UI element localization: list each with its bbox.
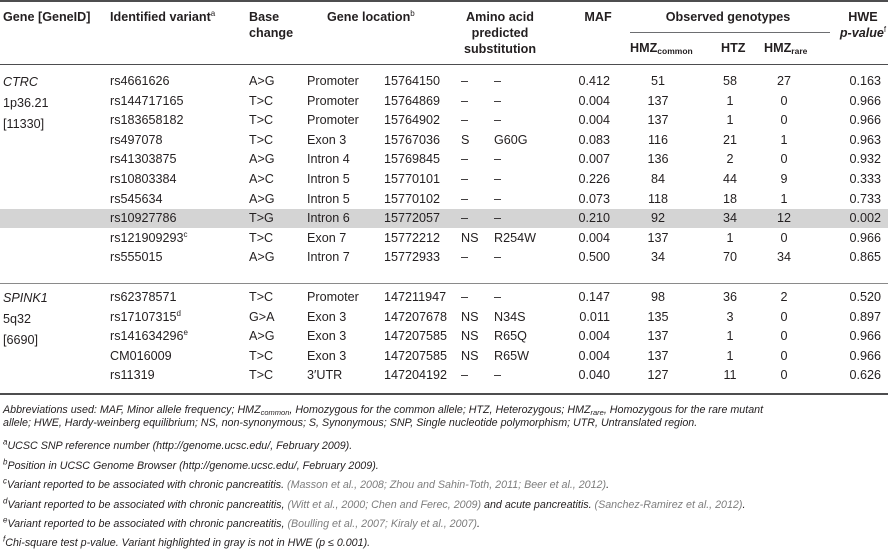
cell-amino-acid: R65Q <box>494 329 527 344</box>
gene-id: [11330] <box>3 117 45 131</box>
cell-region: Promoter <box>307 113 359 128</box>
cell-substitution-type: NS <box>461 309 479 324</box>
header-htz: HTZ <box>721 41 746 55</box>
cell-region: Exon 3 <box>307 329 347 344</box>
cell-amino-acid: – <box>494 74 502 88</box>
cell-variant: rs144717165 <box>110 93 184 108</box>
cell-hmz-rare: 0 <box>780 152 788 167</box>
cell-hmz-common: 137 <box>647 113 669 128</box>
cell-region: Intron 6 <box>307 211 350 226</box>
cell-maf: 0.004 <box>578 348 610 363</box>
cell-variant: rs17107315$^d$ <box>110 308 181 324</box>
cell-position: 147207585 <box>384 348 448 363</box>
cell-region: Exon 3 <box>307 348 347 363</box>
cell-hmz-rare: 1 <box>780 191 788 206</box>
header-hmz-common: $HMZ_{common}$ <box>630 41 693 56</box>
header-gene: Gene [GeneID] <box>3 10 91 24</box>
cell-base-change: G>A <box>249 309 275 324</box>
cell-hmz-common: 137 <box>647 93 669 108</box>
cell-hwe: 0.963 <box>849 132 881 147</box>
cell-htz: 36 <box>722 290 737 304</box>
cell-amino-acid: N34S <box>494 309 526 324</box>
cell-amino-acid: – <box>494 113 502 128</box>
cell-region: Exon 3 <box>307 132 347 147</box>
cell-maf: 0.210 <box>578 211 610 226</box>
cell-hwe: 0.966 <box>849 113 881 128</box>
cell-variant: CM016009 <box>110 348 172 363</box>
header-gene-location: Gene location$^b$ <box>327 8 415 24</box>
cell-hmz-common: 34 <box>650 250 665 265</box>
cell-base-change: A>G <box>249 191 275 206</box>
cell-region: 3′UTR <box>307 368 343 383</box>
cell-base-change: A>G <box>249 250 275 265</box>
cell-substitution-type: – <box>461 172 469 186</box>
cell-htz: 1 <box>726 93 734 108</box>
header-observed-genotypes: Observed genotypes <box>665 10 791 24</box>
cell-hmz-common: 84 <box>650 172 665 186</box>
cell-base-change: T>C <box>249 132 274 147</box>
cell-amino-acid: G60G <box>494 132 528 147</box>
cell-hmz-common: 98 <box>650 290 665 304</box>
table-row <box>0 190 888 209</box>
observed-underline <box>630 32 830 33</box>
cell-maf: 0.083 <box>578 132 610 147</box>
cell-hmz-common: 135 <box>647 309 669 324</box>
cell-hmz-common: 137 <box>647 230 669 245</box>
cell-substitution-type: – <box>461 250 469 265</box>
cell-substitution-type: NS <box>461 230 479 245</box>
cell-hmz-rare: 0 <box>780 309 788 324</box>
cell-region: Promoter <box>307 74 359 88</box>
cell-amino-acid: – <box>494 191 502 206</box>
cell-htz: 11 <box>723 368 737 383</box>
header-hwe: HWE p-value$^f$ <box>839 10 887 40</box>
gene-name: SPINK1 <box>3 291 48 305</box>
cell-variant: rs62378571 <box>110 290 177 304</box>
cell-maf: 0.004 <box>578 329 610 344</box>
cell-htz: 1 <box>726 113 734 128</box>
cell-variant: rs141634296e <box>110 328 188 344</box>
cell-variant: rs545634 <box>110 191 163 206</box>
cell-position: 147211947 <box>384 290 447 304</box>
cell-base-change: A>G <box>249 329 275 344</box>
cell-base-change: T>C <box>249 113 274 128</box>
table-row <box>0 347 888 366</box>
cell-hmz-rare: 0 <box>780 368 788 383</box>
cell-hmz-rare: 34 <box>776 250 791 265</box>
cell-htz: 18 <box>722 191 737 206</box>
cell-htz: 70 <box>722 250 737 265</box>
cell-substitution-type: NS <box>461 329 479 344</box>
cell-amino-acid: – <box>494 368 502 383</box>
cell-hmz-common: 118 <box>647 191 669 206</box>
cell-position: 15770101 <box>384 172 441 186</box>
cell-hmz-rare: 2 <box>780 290 788 304</box>
cell-hwe: 0.966 <box>849 93 881 108</box>
cell-base-change: T>C <box>249 348 274 363</box>
cell-position: 15767036 <box>384 132 441 147</box>
cell-maf: 0.226 <box>578 172 610 186</box>
table-row <box>0 92 888 111</box>
cell-htz: 21 <box>722 132 737 147</box>
table-row <box>0 248 888 267</box>
footnote-c: $^c$Variant reported to be associated with chronic pancreatitis. (Masson et al., 2008; Zhou and Sahin-Toth, 2011; Beer et al., 2012). <box>3 476 610 491</box>
table-row <box>0 209 888 228</box>
cell-hwe: 0.966 <box>849 348 881 363</box>
cell-base-change: T>C <box>249 230 274 245</box>
cell-maf: 0.011 <box>579 309 610 324</box>
footnote-d: $^d$Variant reported to be associated with chronic pancreatitis, (Witt et al., 2000; Chen and Ferec, 2009) and acute pancreatitis. (Sanchez-Ramirez et al., 2012). <box>3 496 746 511</box>
footnote-abbreviations: Abbreviations used: MAF, Minor allele frequency; $HMZ_{common}$, Homozygous for the common allele; HTZ, Heterozygous; $HMZ_{rare}$, Homozygous for the rare mutant allele; HWE, Hardy-weinberg equilibrium; NS, non-synonymous; S, Synonymous; SNP, Single nucleotide polymorphism; UTR, Untranslated region. <box>3 404 764 429</box>
cell-region: Intron 4 <box>307 152 350 167</box>
cell-htz: 58 <box>722 74 737 88</box>
cell-variant: rs183658182 <box>110 113 184 128</box>
cell-position: 15772212 <box>384 230 441 245</box>
header-rule <box>0 64 888 65</box>
cell-amino-acid: R65W <box>494 348 529 363</box>
cell-position: 15772933 <box>384 250 441 265</box>
cell-hmz-rare: 27 <box>776 74 791 88</box>
cell-base-change: T>G <box>249 211 274 226</box>
cell-region: Promoter <box>307 290 359 304</box>
cell-maf: 0.147 <box>578 290 610 304</box>
cell-region: Exon 7 <box>307 230 347 245</box>
cell-htz: 34 <box>722 211 737 226</box>
cell-substitution-type: NS <box>461 348 479 363</box>
cell-hwe: 0.865 <box>849 250 881 265</box>
cell-substitution-type: – <box>461 368 469 383</box>
footnote-b: $^b$Position in UCSC Genome Browser (http://genome.ucsc.edu/, February 2009). <box>3 457 379 472</box>
cell-region: Intron 5 <box>307 191 350 206</box>
cell-position: 15764869 <box>384 93 441 108</box>
cell-hwe: 0.733 <box>849 191 881 206</box>
cell-htz: 3 <box>726 309 734 324</box>
cell-htz: 1 <box>726 329 734 344</box>
table-row <box>0 327 888 346</box>
top-rule <box>0 0 888 2</box>
cell-hmz-common: 137 <box>647 329 669 344</box>
cell-maf: 0.004 <box>578 93 610 108</box>
cell-base-change: T>C <box>249 93 274 108</box>
cell-htz: 2 <box>726 152 734 167</box>
cell-base-change: T>C <box>249 290 274 304</box>
cell-substitution-type: S <box>461 132 470 147</box>
cell-amino-acid: – <box>494 250 502 265</box>
cell-variant: rs121909293$^c$ <box>110 229 188 245</box>
cell-maf: 0.073 <box>578 191 610 206</box>
gene-locus: 5q32 <box>3 312 32 326</box>
cell-hwe: 0.932 <box>849 152 881 167</box>
cell-maf: 0.412 <box>578 74 610 88</box>
cell-hwe: 0.002 <box>849 211 881 226</box>
table-row <box>0 229 888 248</box>
cell-variant: rs497078 <box>110 132 163 147</box>
cell-position: 147207678 <box>384 309 448 324</box>
cell-amino-acid: – <box>494 211 502 226</box>
cell-position: 147207585 <box>384 329 448 344</box>
cell-variant: rs11319 <box>110 368 155 383</box>
cell-region: Intron 5 <box>307 172 350 186</box>
table-row <box>0 288 888 307</box>
cell-position: 15764150 <box>384 74 441 88</box>
gene-name: CTRC <box>3 75 38 89</box>
header-variant: Identified variant$^a$ <box>110 8 216 24</box>
cell-hwe: 0.897 <box>849 309 881 324</box>
header-base-change: Base change <box>249 10 294 40</box>
cell-base-change: A>C <box>249 172 274 186</box>
table-row <box>0 170 888 189</box>
cell-amino-acid: – <box>494 172 502 186</box>
cell-position: 15770102 <box>384 191 441 206</box>
cell-hmz-common: 51 <box>650 74 665 88</box>
cell-hwe: 0.333 <box>849 172 881 186</box>
cell-hwe: 0.966 <box>849 230 881 245</box>
cell-substitution-type: – <box>461 93 469 108</box>
cell-substitution-type: – <box>461 74 469 88</box>
cell-hmz-common: 92 <box>650 211 665 226</box>
table-row <box>0 150 888 169</box>
cell-maf: 0.004 <box>578 230 610 245</box>
cell-hmz-common: 136 <box>647 152 669 167</box>
cell-substitution-type: – <box>461 152 469 167</box>
cell-variant: rs555015 <box>110 250 163 265</box>
cell-substitution-type: – <box>461 191 469 206</box>
cell-position: 15769845 <box>384 152 441 167</box>
footnote-a: $^a$UCSC SNP reference number (http://genome.ucsc.edu/, February 2009). <box>3 437 353 452</box>
cell-substitution-type: – <box>461 211 469 226</box>
cell-hmz-rare: 0 <box>780 230 788 245</box>
cell-hwe: 0.163 <box>849 74 881 88</box>
cell-substitution-type: – <box>461 113 469 128</box>
table-row <box>0 308 888 327</box>
cell-maf: 0.040 <box>578 368 610 383</box>
cell-hmz-rare: 1 <box>780 132 788 147</box>
cell-substitution-type: – <box>461 290 469 304</box>
cell-htz: 1 <box>726 230 734 245</box>
gene-id: [6690] <box>3 333 39 347</box>
cell-hmz-rare: 0 <box>780 93 788 108</box>
gene-locus: 1p36.21 <box>3 96 49 110</box>
header-amino-acid: Amino acid predicted substitution <box>463 10 537 56</box>
footnote-e: $^e$Variant reported to be associated with chronic pancreatitis, (Boulling et al., 2007; Kiraly et al., 2007). <box>3 515 480 530</box>
cell-variant: rs10803384 <box>110 172 177 186</box>
cell-hmz-common: 137 <box>647 348 669 363</box>
cell-amino-acid: – <box>494 290 502 304</box>
header-hmz-rare: $HMZ_{rare}$ <box>764 41 808 56</box>
cell-htz: 44 <box>722 172 737 186</box>
cell-hmz-common: 127 <box>647 368 669 383</box>
cell-hwe: 0.966 <box>849 329 881 344</box>
cell-hmz-rare: 0 <box>780 329 788 344</box>
header-maf: MAF <box>584 10 612 24</box>
cell-maf: 0.004 <box>578 113 610 128</box>
cell-base-change: T>C <box>249 368 274 383</box>
table-row <box>0 366 888 385</box>
cell-amino-acid: – <box>494 152 502 167</box>
cell-position: 147204192 <box>384 368 448 383</box>
footnote-f: $^f$Chi-square test p-value. Variant highlighted in gray is not in HWE (p ≤ 0.001). <box>3 534 371 549</box>
cell-hmz-rare: 0 <box>780 113 788 128</box>
cell-hwe: 0.626 <box>849 368 881 383</box>
table-row <box>0 111 888 130</box>
cell-htz: 1 <box>726 348 734 363</box>
cell-hmz-rare: 9 <box>780 172 788 186</box>
cell-region: Exon 3 <box>307 309 347 324</box>
cell-hmz-rare: 12 <box>776 211 791 226</box>
cell-base-change: A>G <box>249 152 275 167</box>
table-row <box>0 72 888 91</box>
gene-divider <box>0 283 888 284</box>
cell-position: 15764902 <box>384 113 441 128</box>
cell-hwe: 0.520 <box>849 290 881 304</box>
cell-amino-acid: R254W <box>494 230 536 245</box>
cell-maf: 0.007 <box>578 152 610 167</box>
cell-hmz-rare: 0 <box>780 348 788 363</box>
cell-variant: rs4661626 <box>110 74 170 88</box>
cell-amino-acid: – <box>494 93 502 108</box>
cell-region: Intron 7 <box>307 250 350 265</box>
cell-position: 15772057 <box>384 211 441 226</box>
cell-variant: rs41303875 <box>110 152 177 167</box>
cell-maf: 0.500 <box>578 250 610 265</box>
cell-base-change: A>G <box>249 74 275 88</box>
cell-hmz-common: 116 <box>647 132 669 147</box>
bottom-rule <box>0 393 888 395</box>
cell-variant: rs10927786 <box>110 211 177 226</box>
cell-region: Promoter <box>307 93 359 108</box>
table-row <box>0 131 888 150</box>
